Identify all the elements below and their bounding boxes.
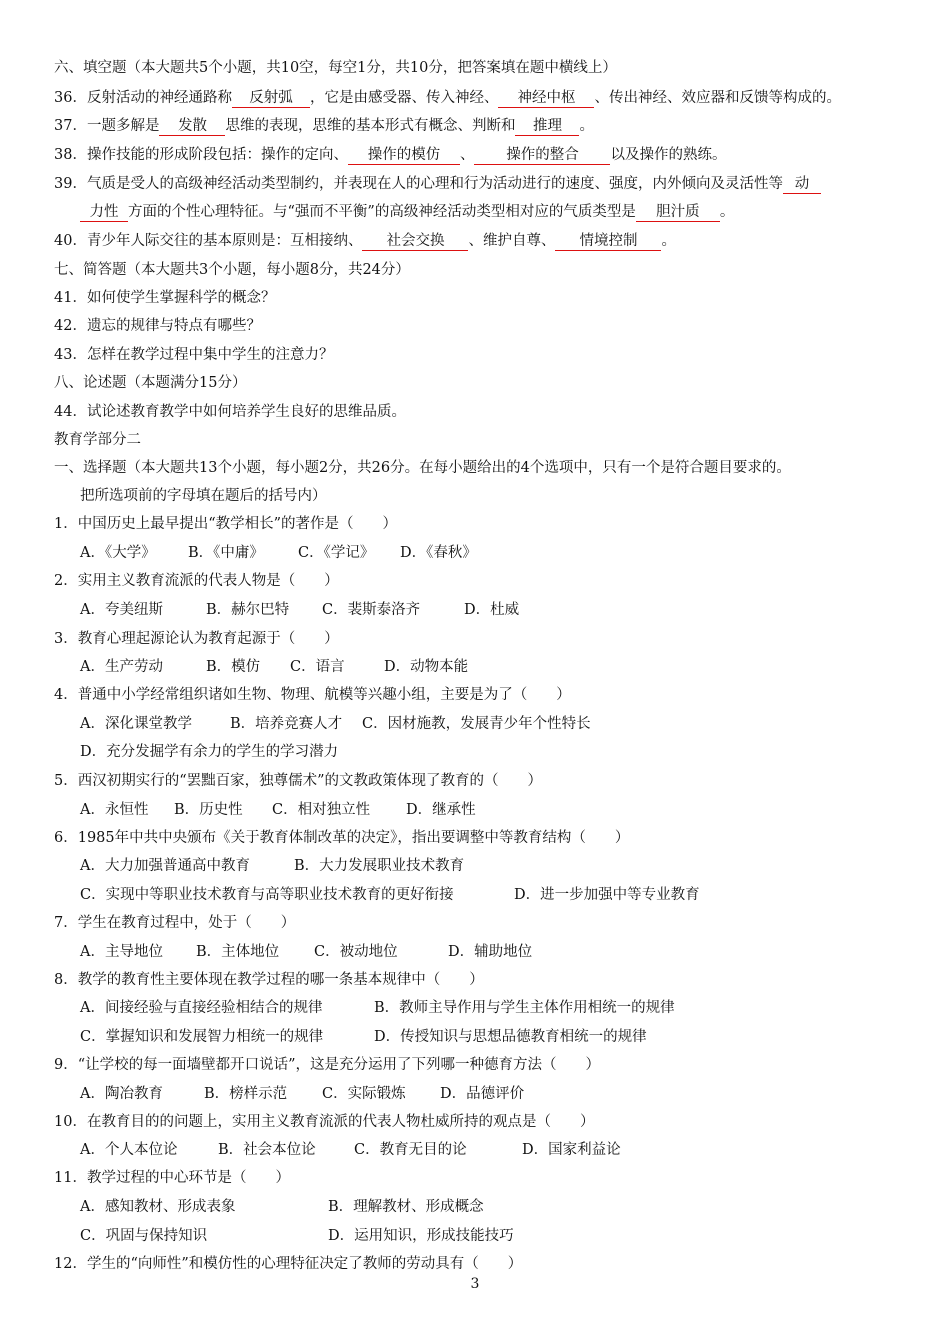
option: B．培养竞赛人才: [230, 716, 343, 732]
option: C．语言: [290, 659, 345, 675]
option: A．个人本位论: [80, 1142, 178, 1158]
question-text: 、维护自尊、: [468, 233, 556, 249]
question-37: [54, 116, 594, 136]
choice-question-stem: 9．“让学校的每一面墙壁都开口说话”，这是充分运用了下列哪一种德育方法（ ）: [54, 1057, 601, 1073]
choice-question-stem: 10．在教育目的的问题上，实用主义教育流派的代表人物杜威所持的观点是（ ）: [54, 1114, 595, 1130]
option: A．感知教材、形成表象: [80, 1199, 236, 1215]
choice-question-stem: 8．教学的教育性主要体现在教学过程的哪一条基本规律中（ ）: [54, 972, 484, 988]
question-40: [54, 231, 676, 251]
option: D．充分发掘学有余力的学生的学习潜力: [80, 744, 339, 760]
answer-blank: 发散: [159, 118, 225, 136]
option: C．裴斯泰洛齐: [322, 602, 421, 618]
choice-options: [80, 1226, 514, 1246]
option: A．夸美纽斯: [80, 602, 163, 618]
option: D．《春秋》: [400, 545, 477, 561]
option: C．《学记》: [298, 545, 375, 561]
choice-options: [80, 998, 675, 1018]
option: D．杜威: [464, 602, 520, 618]
option: A．深化课堂教学: [80, 716, 192, 732]
choice-question-stem: 12．学生的“向师性”和模仿性的心理特征决定了教师的劳动具有（ ）: [54, 1256, 523, 1272]
option: D．进一步加强中等专业教育: [514, 887, 700, 903]
option: A．《大学》: [80, 545, 156, 561]
question-text: 以及操作的熟练。: [610, 147, 727, 163]
question-text: 、: [459, 147, 475, 163]
option: A．陶冶教育: [80, 1086, 163, 1102]
option: D．继承性: [406, 802, 476, 818]
option: C．巩固与保持知识: [80, 1228, 208, 1244]
answer-blank: 操作的模仿: [348, 147, 460, 165]
option: D．国家利益论: [522, 1142, 621, 1158]
section-heading-choice-cont: 把所选项前的字母填在题后的括号内）: [80, 488, 327, 504]
option: D．动物本能: [384, 659, 469, 675]
answer-blank: 动: [783, 176, 821, 194]
option: C．相对独立性: [272, 802, 371, 818]
section-heading-essay: 八、论述题（本题满分15分）: [54, 375, 247, 391]
answer-blank: 操作的整合: [474, 147, 610, 165]
question-text: 36．反射活动的神经通路称: [54, 90, 232, 106]
choice-options: [80, 1197, 484, 1217]
question-41: 41．如何使学生掌握科学的概念？: [54, 290, 276, 306]
option: B．教师主导作用与学生主体作用相统一的规律: [374, 1000, 675, 1016]
question-text: 。: [579, 118, 594, 134]
choice-question-stem: 2．实用主义教育流派的代表人物是（ ）: [54, 573, 339, 589]
option: C．因材施教，发展青少年个性特长: [362, 716, 591, 732]
choice-options: [80, 742, 338, 762]
choice-options: [80, 714, 591, 734]
section-heading-fill-in: 六、填空题（本大题共5个小题，共10空，每空1分，共10分，把答案填在题中横线上）: [54, 60, 617, 76]
section-heading-choice: 一、选择题（本大题共13个小题，每小题2分，共26分。在每小题给出的4个选项中，只有一个是符合题目要求的。: [54, 460, 791, 476]
choice-question-stem: 7．学生在教育过程中，处于（ ）: [54, 915, 296, 931]
option: D．传授知识与思想品德教育相统一的规律: [374, 1029, 647, 1045]
option: C．实现中等职业技术教育与高等职业技术教育的更好衔接: [80, 887, 454, 903]
choice-options: [80, 1140, 621, 1160]
option: A．永恒性: [80, 802, 149, 818]
option: B．榜样示范: [204, 1086, 288, 1102]
question-text: 方面的个性心理特征。与“强而不平衡”的高级神经活动类型相对应的气质类型是: [128, 204, 636, 220]
option: B．赫尔巴特: [206, 602, 290, 618]
choice-question-stem: 3．教育心理起源论认为教育起源于（ ）: [54, 631, 339, 647]
choice-options: [80, 1084, 524, 1104]
question-text: 38．操作技能的形成阶段包括：操作的定向、: [54, 147, 348, 163]
answer-blank: 反射弧: [232, 90, 310, 108]
option: B．大力发展职业技术教育: [294, 858, 465, 874]
option: B．模仿: [206, 659, 261, 675]
section-heading-short-answer: 七、简答题（本大题共3个小题，每小题8分，共24分）: [54, 262, 410, 278]
option: B．《中庸》: [188, 545, 264, 561]
choice-options: [80, 885, 700, 905]
question-39: [54, 174, 821, 194]
option: D．品德评价: [440, 1086, 525, 1102]
option: D．辅助地位: [448, 944, 533, 960]
choice-options: [80, 942, 532, 962]
option: D．运用知识，形成技能技巧: [328, 1228, 514, 1244]
choice-question-stem: 11．教学过程的中心环节是（ ）: [54, 1170, 290, 1186]
answer-blank: 胆汁质: [636, 204, 720, 222]
answer-blank: 推理: [515, 118, 579, 136]
option: A．生产劳动: [80, 659, 163, 675]
answer-blank: 情境控制: [555, 233, 661, 251]
question-39-cont: [80, 202, 734, 222]
part-title: 教育学部分二: [54, 432, 141, 448]
option: C．实际锻炼: [322, 1086, 406, 1102]
option: B．主体地位: [196, 944, 280, 960]
choice-options: [80, 657, 468, 677]
choice-options: [80, 600, 519, 620]
question-text: 思维的表现，思维的基本形式有概念、判断和: [225, 118, 516, 134]
question-text: 。: [719, 204, 735, 220]
option: C．被动地位: [314, 944, 398, 960]
choice-options: [80, 543, 477, 563]
option: C．教育无目的论: [354, 1142, 467, 1158]
question-36: [54, 88, 841, 108]
question-text: 。: [661, 233, 676, 249]
question-text: 40．青少年人际交往的基本原则是：互相接纳、: [54, 233, 363, 249]
option: C．掌握知识和发展智力相统一的规律: [80, 1029, 324, 1045]
choice-question-stem: 5．西汉初期实行的“罢黜百家，独尊儒术”的文教政策体现了教育的（ ）: [54, 773, 543, 789]
answer-blank: 力性: [80, 204, 128, 222]
choice-options: [80, 800, 476, 820]
answer-blank: 社会交换: [362, 233, 468, 251]
question-38: [54, 145, 726, 165]
page-number: 3: [470, 1276, 480, 1292]
choice-question-stem: 4．普通中小学经常组织诸如生物、物理、航模等兴趣小组，主要是为了（ ）: [54, 687, 571, 703]
choice-question-stem: 6．1985年中共中央颁布《关于教育体制改革的决定》，指出要调整中等教育结构（ ）: [54, 830, 630, 846]
choice-question-stem: 1．中国历史上最早提出“教学相长”的著作是（ ）: [54, 516, 398, 532]
question-text: 39．气质是受人的高级神经活动类型制约，并表现在人的心理和行为活动进行的速度、强度，内外倾向及灵活性等: [54, 176, 783, 192]
choice-options: [80, 856, 464, 876]
question-text: ，它是由感受器、传入神经、: [309, 90, 499, 106]
question-43: 43．怎样在教学过程中集中学生的注意力？: [54, 347, 334, 363]
option: A．大力加强普通高中教育: [80, 858, 250, 874]
answer-blank: 神经中枢: [498, 90, 594, 108]
question-42: 42．遗忘的规律与特点有哪些？: [54, 318, 261, 334]
choice-options: [80, 1027, 647, 1047]
option: A．间接经验与直接经验相结合的规律: [80, 1000, 323, 1016]
question-text: 、传出神经、效应器和反馈等构成的。: [594, 90, 841, 106]
question-text: 37．一题多解是: [54, 118, 160, 134]
option: B．社会本位论: [218, 1142, 316, 1158]
option: B．历史性: [174, 802, 243, 818]
option: B．理解教材、形成概念: [328, 1199, 484, 1215]
option: A．主导地位: [80, 944, 163, 960]
question-44: 44．试论述教育教学中如何培养学生良好的思维品质。: [54, 404, 406, 420]
